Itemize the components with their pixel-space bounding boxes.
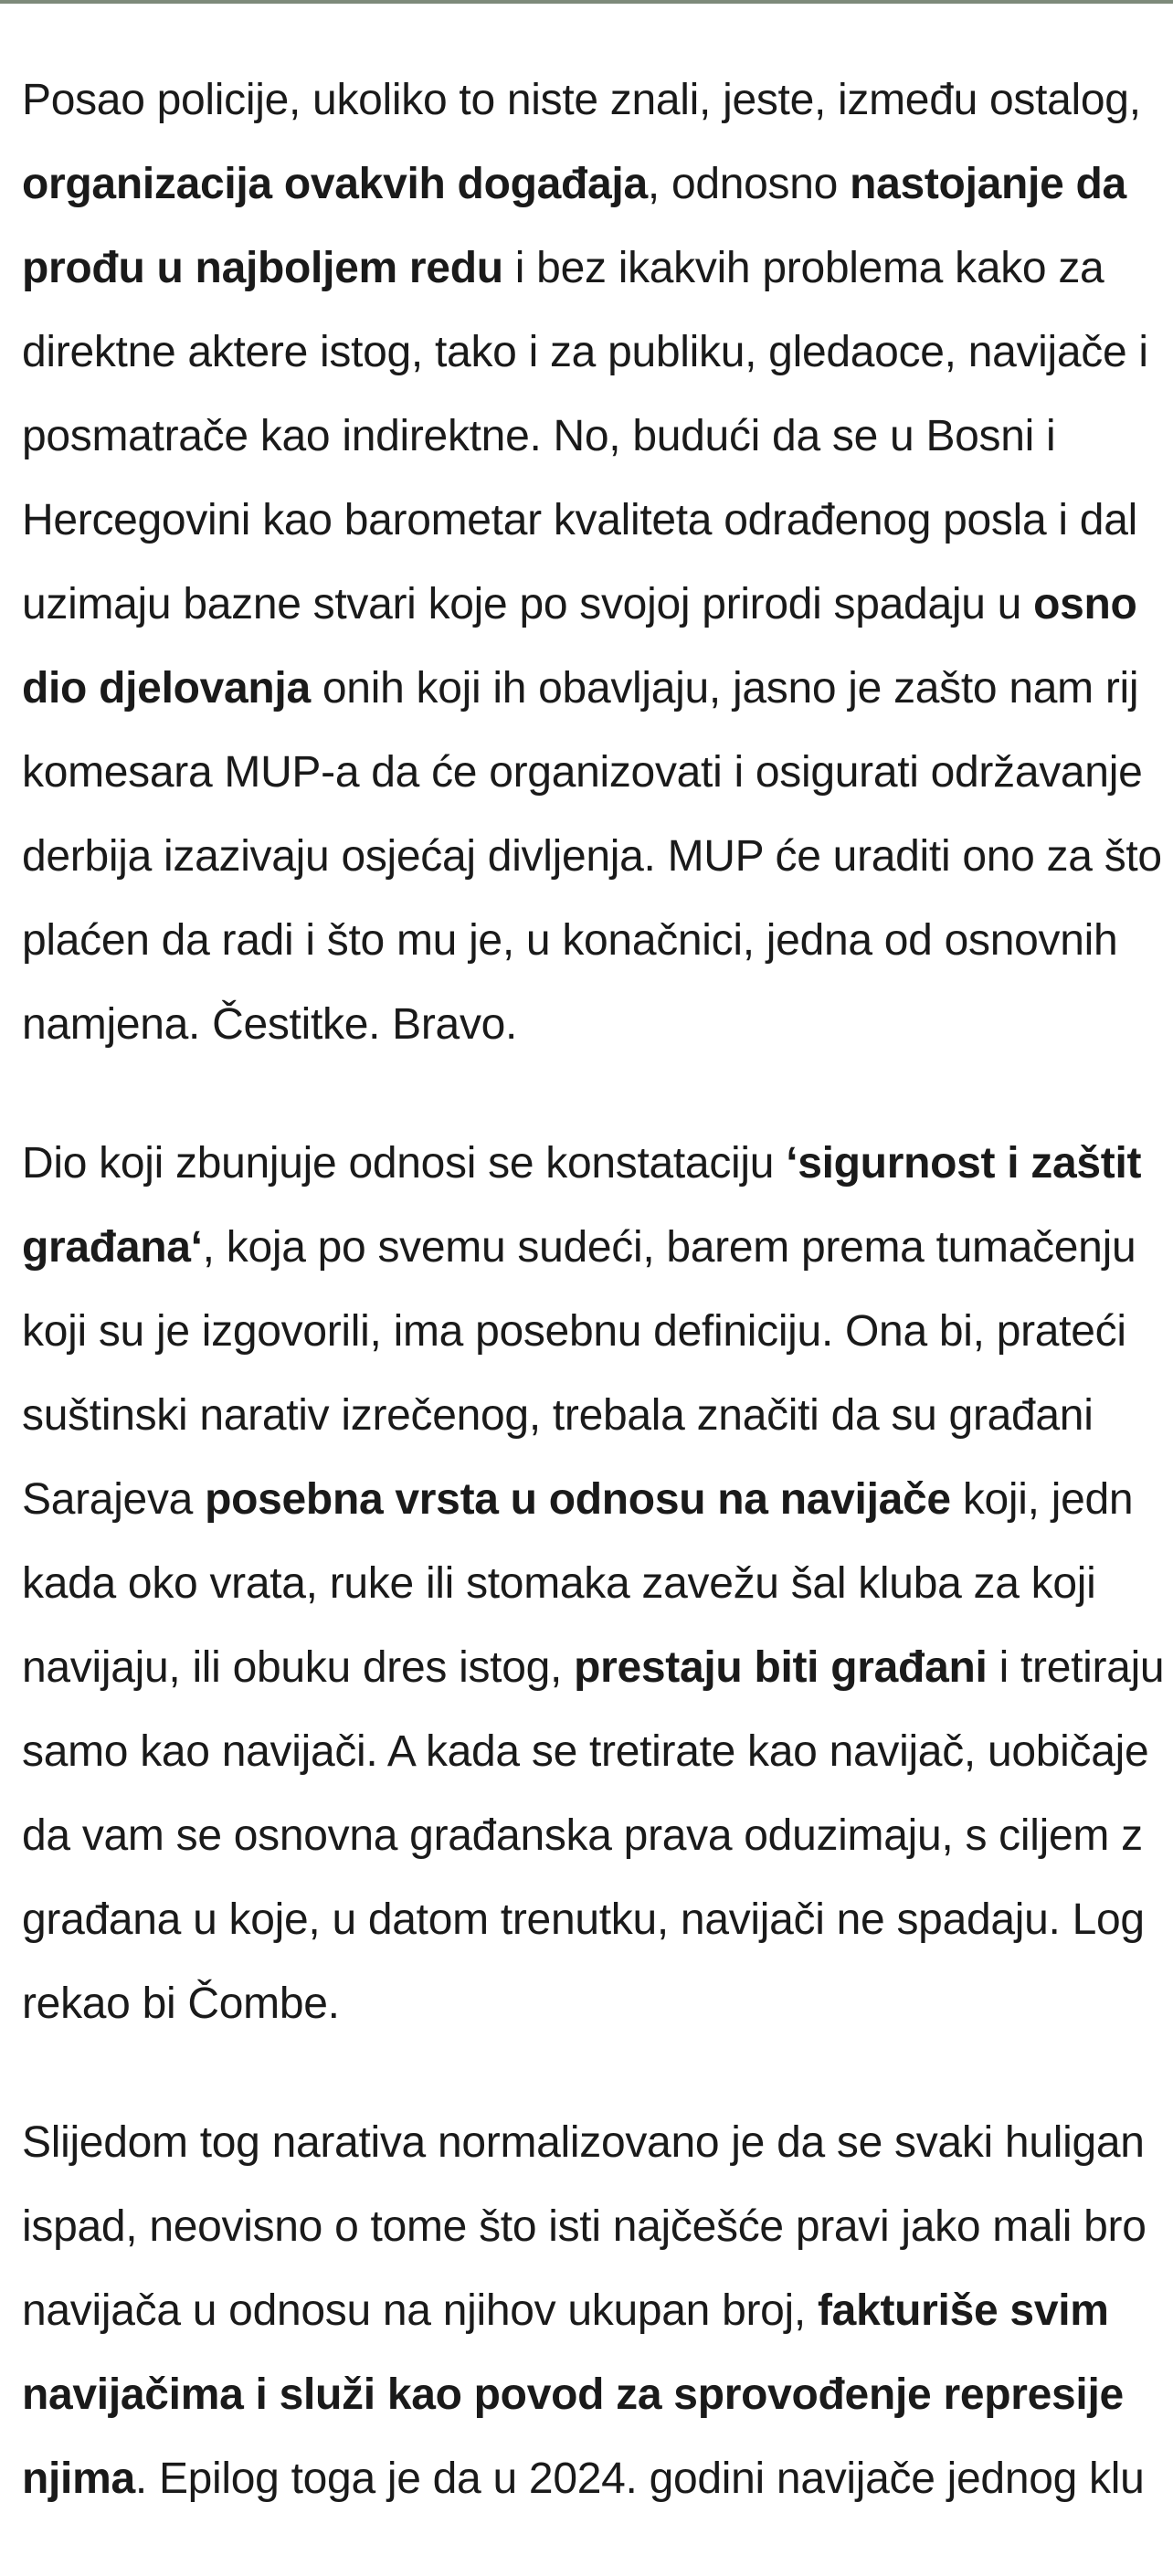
text-segment: direktne aktere istog, tako i za publiku, gledaoce, navijače i bbox=[22, 328, 1148, 376]
text-segment: . Epilog toga je da u 2024. godini navijače jednog klu bbox=[134, 2455, 1145, 2503]
text-segment: navijača u odnosu na njihov ukupan broj, bbox=[22, 2286, 818, 2335]
text-segment: i bez ikakvih problema kako za bbox=[502, 244, 1104, 292]
article-paragraph bbox=[22, 58, 1173, 1067]
text-segment: i tretiraju bbox=[987, 1643, 1165, 1692]
text-line bbox=[22, 2353, 1173, 2437]
text-line bbox=[22, 58, 1173, 143]
text-line bbox=[22, 1626, 1173, 1710]
text-segment: , odnosno bbox=[647, 160, 851, 208]
text-segment: posmatrače kao indirektne. No, budući da se u Bosni i bbox=[22, 412, 1056, 460]
text-line bbox=[22, 311, 1173, 395]
text-line bbox=[22, 731, 1173, 815]
text-segment: uzimaju bazne stvari koje po svojoj prirodi spadaju u bbox=[22, 580, 1034, 628]
text-segment: Hercegovini kao barometar kvaliteta odrađenog posla i dal bbox=[22, 496, 1137, 544]
text-line bbox=[22, 2269, 1173, 2353]
text-segment: kada oko vrata, ruke ili stomaka zavežu šal kluba za koji bbox=[22, 1559, 1096, 1608]
text-segment: koji, jedn bbox=[950, 1475, 1134, 1524]
text-line bbox=[22, 1290, 1173, 1374]
text-line bbox=[22, 1542, 1173, 1626]
bold-text: navijačima i služi kao povod za sprovođenje represije bbox=[22, 2370, 1124, 2419]
text-segment: ispad, neovisno o tome što isti najčešće pravi jako mali bro bbox=[22, 2202, 1147, 2251]
text-segment: onih koji ih obavljaju, jasno je zašto nam rij bbox=[310, 664, 1139, 713]
text-line bbox=[22, 1374, 1173, 1458]
top-divider bbox=[0, 0, 1173, 4]
text-segment: Posao policije, ukoliko to niste znali, jeste, između ostalog, bbox=[22, 76, 1141, 124]
text-segment: suštinski narativ izrečenog, trebala značiti da su građani bbox=[22, 1391, 1094, 1440]
text-segment: derbija izazivaju osjećaj divljenja. MUP će uraditi ono za što bbox=[22, 832, 1162, 881]
text-line bbox=[22, 1710, 1173, 1794]
text-line bbox=[22, 2437, 1173, 2521]
text-segment: plaćen da radi i što mu je, u konačnici, jedna od osnovnih bbox=[22, 916, 1118, 965]
text-line bbox=[22, 647, 1173, 731]
text-segment: komesara MUP-a da će organizovati i osigurati održavanje bbox=[22, 748, 1143, 797]
text-line bbox=[22, 1794, 1173, 1878]
text-line bbox=[22, 983, 1173, 1067]
text-segment: navijaju, ili obuku dres istog, bbox=[22, 1643, 575, 1692]
bold-text: osno bbox=[1033, 580, 1137, 628]
text-segment: Slijedom tog narativa normalizovano je da se svaki huligan bbox=[22, 2118, 1145, 2167]
bold-text: posebna vrsta u odnosu na navijače bbox=[205, 1475, 951, 1524]
bold-text: fakturiše svim bbox=[818, 2286, 1109, 2335]
text-segment: namjena. Čestitke. Bravo. bbox=[22, 1000, 518, 1049]
bold-text: nastojanje da bbox=[850, 160, 1126, 208]
article-body bbox=[22, 58, 1173, 2576]
text-segment: građana u koje, u datom trenutku, navijači ne spadaju. Log bbox=[22, 1895, 1145, 1944]
article-paragraph bbox=[22, 1122, 1173, 2046]
bold-text: njima bbox=[22, 2455, 135, 2503]
text-segment: Sarajeva bbox=[22, 1475, 206, 1524]
text-line bbox=[22, 395, 1173, 479]
text-line bbox=[22, 815, 1173, 899]
text-line bbox=[22, 563, 1173, 647]
text-line bbox=[22, 479, 1173, 563]
bold-text: ‘sigurnost i zaštit bbox=[786, 1139, 1142, 1188]
article-paragraph bbox=[22, 2101, 1173, 2521]
text-line bbox=[22, 899, 1173, 983]
bold-text: organizacija ovakvih događaja bbox=[22, 160, 648, 208]
text-segment: koji su je izgovorili, ima posebnu definiciju. Ona bi, prateći bbox=[22, 1307, 1126, 1356]
text-line bbox=[22, 2185, 1173, 2269]
text-line bbox=[22, 2101, 1173, 2185]
text-segment: , koja po svemu sudeći, barem prema tumačenju bbox=[202, 1223, 1136, 1272]
bold-text: dio djelovanja bbox=[22, 664, 311, 713]
text-line bbox=[22, 1962, 1173, 2046]
text-line bbox=[22, 1122, 1173, 1206]
text-segment: Dio koji zbunjuje odnosi se konstataciju bbox=[22, 1139, 787, 1188]
text-segment: samo kao navijači. A kada se tretirate kao navijač, uobičaje bbox=[22, 1727, 1149, 1776]
text-line bbox=[22, 143, 1173, 227]
text-line bbox=[22, 1878, 1173, 1962]
bold-text: građana‘ bbox=[22, 1223, 203, 1272]
bold-text: prođu u najboljem redu bbox=[22, 244, 503, 292]
text-segment: rekao bi Čombe. bbox=[22, 1980, 340, 2028]
text-segment: da vam se osnovna građanska prava oduzimaju, s ciljem z bbox=[22, 1811, 1143, 1860]
text-line bbox=[22, 1206, 1173, 1290]
text-line bbox=[22, 1458, 1173, 1542]
text-line bbox=[22, 227, 1173, 311]
bold-text: prestaju biti građani bbox=[574, 1643, 988, 1692]
